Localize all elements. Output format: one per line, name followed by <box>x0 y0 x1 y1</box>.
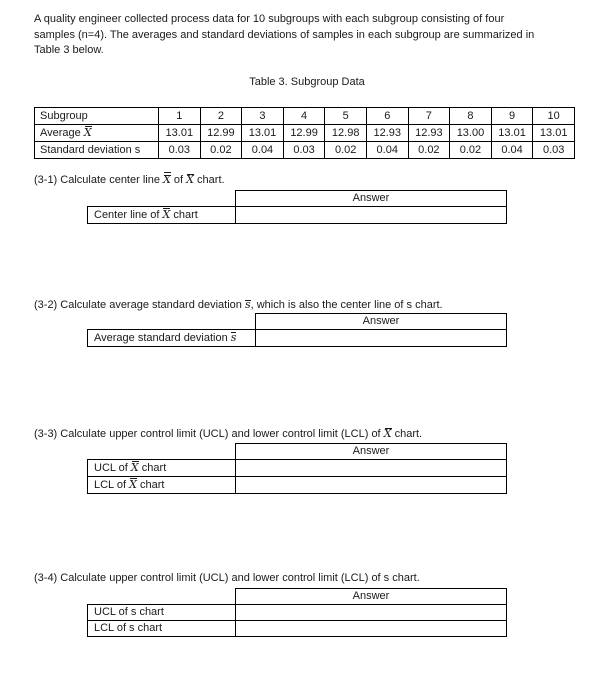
average-stddev-label <box>88 330 256 347</box>
lcl-xbar-answer[interactable] <box>236 477 507 494</box>
question-3-4: (3-4) Calculate upper control limit (UCL) and lower control limit (LCL) of s chart. <box>34 572 420 584</box>
average-cell: 12.98 <box>325 125 367 142</box>
average-cell: 13.01 <box>159 125 201 142</box>
sbar-symbol: s <box>244 298 251 311</box>
lcl-s-label: LCL of s chart <box>88 621 236 637</box>
ucl-s-answer[interactable] <box>236 605 507 621</box>
average-stddev-answer[interactable] <box>256 330 507 347</box>
subgroup-row <box>35 108 575 125</box>
blank-cell <box>88 191 236 207</box>
answer-table-3-1 <box>87 190 507 224</box>
row-label-text: UCL of <box>94 462 131 474</box>
answer-header: Answer <box>236 444 507 460</box>
intro-line: Table 3 below. <box>34 44 104 56</box>
blank-cell <box>88 314 256 330</box>
row-label-text: Average standard deviation <box>94 332 231 344</box>
row-label-text: LCL of <box>94 479 130 491</box>
question-text: of <box>170 174 187 186</box>
question-text: (3-1) Calculate center line <box>34 174 164 186</box>
stddev-cell: 0.02 <box>325 142 367 159</box>
ucl-xbar-answer[interactable] <box>236 460 507 477</box>
lcl-xbar-label <box>88 477 236 494</box>
average-label-text: Average <box>40 127 84 139</box>
lcl-s-answer[interactable] <box>236 621 507 637</box>
xbar-symbol: X <box>162 208 171 221</box>
question-3-2 <box>34 298 443 311</box>
average-row <box>35 125 575 142</box>
subgroup-cell: 7 <box>408 108 450 125</box>
xbar-symbol: X <box>129 478 137 491</box>
center-line-xbar-label <box>88 207 236 224</box>
intro-line: samples (n=4). The averages and standard deviations of samples in each subgroup are summarized in <box>34 28 535 41</box>
subgroup-cell: 3 <box>242 108 284 125</box>
stddev-cell: 0.02 <box>200 142 242 159</box>
stddev-row <box>35 142 575 159</box>
answer-table-3-2 <box>87 313 507 347</box>
row-label-text: chart <box>170 209 198 221</box>
stddev-cell: 0.02 <box>450 142 492 159</box>
xdoublebar-symbol: X <box>163 173 171 186</box>
average-cell: 13.00 <box>450 125 492 142</box>
row-label-text: Center line of <box>94 209 163 221</box>
subgroup-cell: 1 <box>159 108 201 125</box>
sbar-symbol: s <box>230 331 237 344</box>
answer-header: Answer <box>236 589 507 605</box>
answer-table-3-4 <box>87 588 507 637</box>
blank-cell <box>88 444 236 460</box>
xbar-symbol: X <box>186 173 194 186</box>
subgroup-cell: 6 <box>366 108 408 125</box>
blank-cell <box>88 589 236 605</box>
stddev-label: Standard deviation s <box>35 142 159 159</box>
stddev-cell: 0.03 <box>533 142 575 159</box>
average-cell: 12.93 <box>366 125 408 142</box>
stddev-cell: 0.03 <box>159 142 201 159</box>
subgroup-cell: 2 <box>200 108 242 125</box>
stddev-cell: 0.04 <box>491 142 533 159</box>
average-cell: 12.99 <box>283 125 325 142</box>
answer-header: Answer <box>256 314 507 330</box>
stddev-cell: 0.03 <box>283 142 325 159</box>
average-cell: 13.01 <box>242 125 284 142</box>
row-label-text: chart <box>136 479 165 491</box>
xbar-symbol: X <box>383 427 392 440</box>
intro-paragraph <box>34 12 579 59</box>
row-label-text: chart <box>138 462 167 474</box>
stddev-cell: 0.04 <box>366 142 408 159</box>
intro-line: A quality engineer collected process data for 10 subgroups with each subgroup consisting of four <box>34 13 505 25</box>
ucl-xbar-label <box>88 460 236 477</box>
ucl-s-label: UCL of s chart <box>88 605 236 621</box>
answer-header: Answer <box>236 191 507 207</box>
subgroup-cell: 4 <box>283 108 325 125</box>
average-cell: 12.99 <box>200 125 242 142</box>
subgroup-cell: 9 <box>491 108 533 125</box>
subgroup-cell: 5 <box>325 108 367 125</box>
subgroup-data-table <box>34 107 575 159</box>
table-caption: Table 3. Subgroup Data <box>249 76 365 88</box>
average-cell: 13.01 <box>491 125 533 142</box>
center-line-xbar-answer[interactable] <box>236 207 507 224</box>
question-3-1 <box>34 173 225 186</box>
subgroup-label: Subgroup <box>35 108 159 125</box>
answer-table-3-3 <box>87 443 507 494</box>
subgroup-cell: 8 <box>450 108 492 125</box>
subgroup-cell: 10 <box>533 108 575 125</box>
question-text: (3-3) Calculate upper control limit (UCL) and lower control limit (LCL) of <box>34 428 384 440</box>
stddev-cell: 0.04 <box>242 142 284 159</box>
question-3-3 <box>34 427 422 440</box>
question-text: chart. <box>194 174 225 186</box>
stddev-cell: 0.02 <box>408 142 450 159</box>
xbar-symbol: X <box>83 126 92 139</box>
average-cell: 12.93 <box>408 125 450 142</box>
question-text: chart. <box>391 428 423 440</box>
average-label <box>35 125 159 142</box>
question-text: , which is also the center line of s chart. <box>250 299 443 311</box>
xbar-symbol: X <box>130 461 139 474</box>
average-cell: 13.01 <box>533 125 575 142</box>
question-text: (3-2) Calculate average standard deviation <box>34 299 245 311</box>
